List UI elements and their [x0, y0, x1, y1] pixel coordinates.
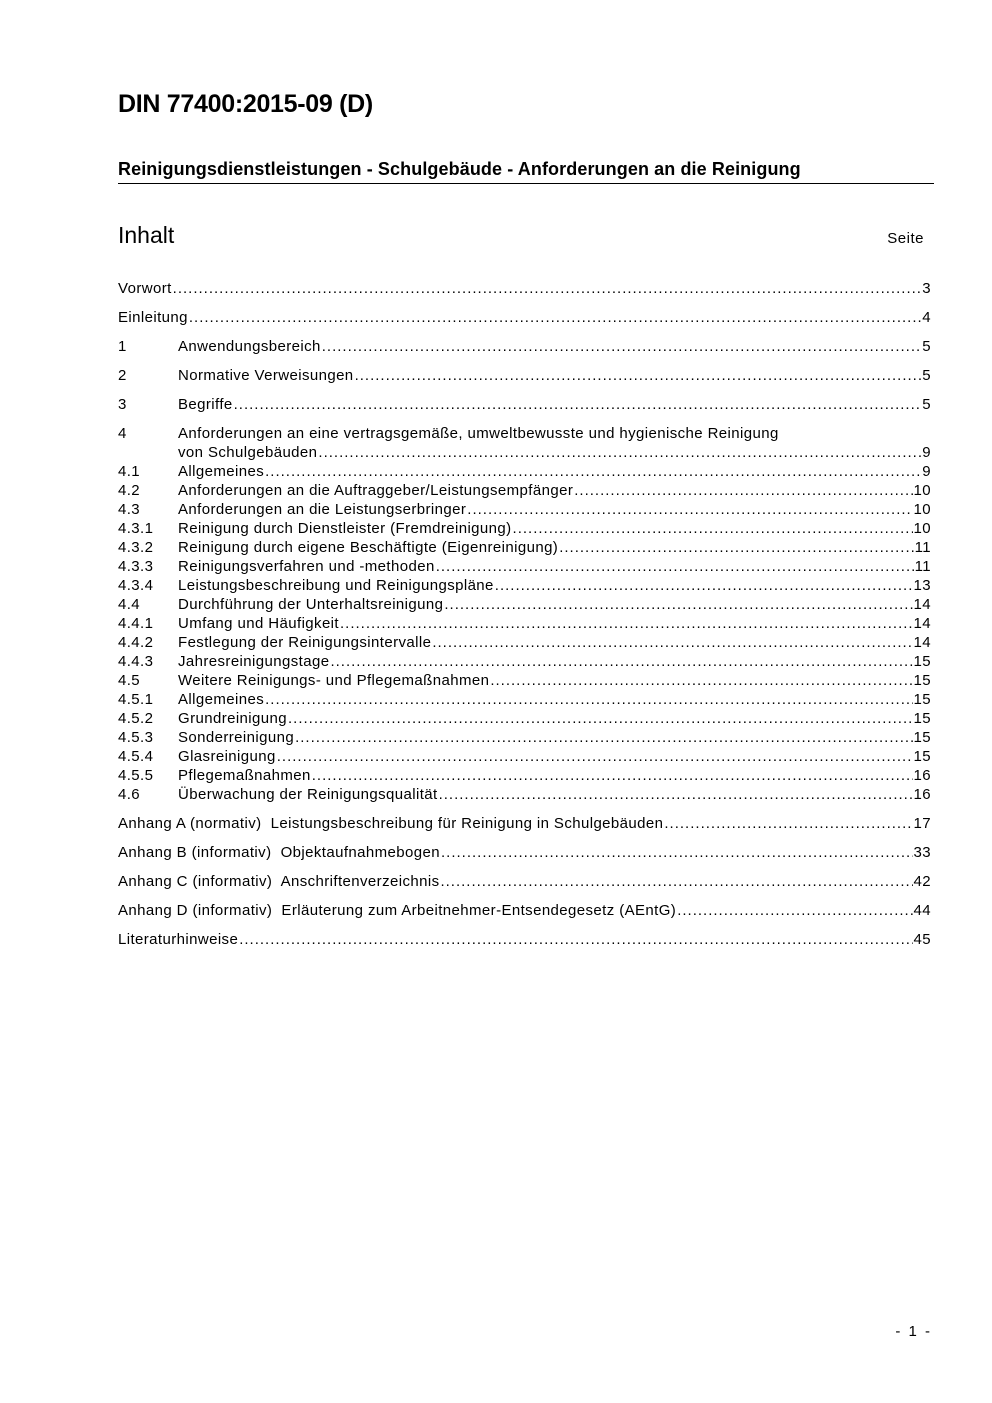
toc-entry-number: 4.2 [118, 482, 141, 499]
toc-entry-number: 4.3.4 [118, 577, 154, 594]
toc-entry[interactable] [118, 595, 931, 614]
toc-entry-title: Sonderreinigung [178, 729, 295, 746]
toc-entry-number: 4.5.3 [118, 729, 154, 746]
toc-entry-page: 15 [913, 729, 931, 746]
toc-leader-dots [436, 557, 914, 576]
toc-entry-title-continued: von Schulgebäuden [178, 444, 318, 461]
toc-leader-dots [265, 690, 912, 709]
toc-entry[interactable] [118, 901, 931, 920]
toc-entry[interactable] [118, 576, 931, 595]
toc-entry-number: 4.3.1 [118, 520, 154, 537]
toc-entry-number: 4.3.3 [118, 558, 154, 575]
toc-entry-title: Literaturhinweise [118, 931, 239, 948]
table-of-contents [118, 279, 931, 949]
toc-entry-number: 4.4.3 [118, 653, 154, 670]
toc-entry-title: Normative Verweisungen [178, 367, 354, 384]
toc-leader-dots [444, 595, 912, 614]
toc-leader-dots [664, 814, 912, 833]
toc-leader-dots [189, 308, 921, 327]
toc-entry-page: 14 [913, 615, 931, 632]
toc-entry[interactable] [118, 671, 931, 690]
toc-entry-title: Vorwort [118, 280, 172, 297]
toc-entry-title: Reinigungsverfahren und -methoden [178, 558, 435, 575]
toc-entry-page: 16 [913, 786, 931, 803]
toc-entry-page: 10 [913, 501, 931, 518]
toc-entry[interactable] [118, 500, 931, 519]
toc-leader-dots [559, 538, 913, 557]
toc-entry-number: 4 [118, 425, 127, 442]
toc-leader-dots [173, 279, 922, 298]
toc-entry-number: 4.4.1 [118, 615, 154, 632]
toc-entry-number: 4.5.1 [118, 691, 154, 708]
toc-entry[interactable] [118, 395, 931, 414]
toc-entry-page: 45 [913, 931, 931, 948]
toc-leader-dots [288, 709, 912, 728]
toc-entry-page: 3 [922, 280, 931, 297]
toc-entry-number: 4.5 [118, 672, 141, 689]
toc-entry-number: 4.5.5 [118, 767, 154, 784]
toc-entry[interactable] [118, 279, 931, 298]
toc-entry-title: Anwendungsbereich [178, 338, 321, 355]
toc-entry-page: 16 [913, 767, 931, 784]
toc-entry[interactable] [118, 785, 931, 804]
toc-entry-title: Allgemeines [178, 691, 265, 708]
toc-entry-page: 5 [922, 338, 931, 355]
toc-leader-dots [355, 366, 922, 385]
toc-entry-number: 4.6 [118, 786, 141, 803]
toc-entry[interactable] [118, 424, 931, 462]
toc-entry-page: 14 [913, 634, 931, 651]
toc-entry[interactable] [118, 766, 931, 785]
toc-leader-dots [330, 652, 912, 671]
toc-entry-title: Anhang C (informativ) Anschriftenverzeichnis [118, 873, 440, 890]
toc-leader-dots [490, 671, 912, 690]
toc-entry-title: Pflegemaßnahmen [178, 767, 311, 784]
toc-entry[interactable] [118, 709, 931, 728]
toc-leader-dots [467, 500, 912, 519]
toc-entry-title: Umfang und Häufigkeit [178, 615, 339, 632]
toc-leader-dots [295, 728, 912, 747]
toc-entry-page: 10 [913, 520, 931, 537]
toc-leader-dots [340, 614, 913, 633]
toc-entry-title: Anhang A (normativ) Leistungsbeschreibung für Reinigung in Schulgebäuden [118, 815, 664, 832]
toc-entry-title: Überwachung der Reinigungsqualität [178, 786, 438, 803]
toc-leader-dots [312, 766, 913, 785]
toc-entry[interactable] [118, 930, 931, 949]
toc-entry-page: 15 [913, 710, 931, 727]
toc-entry[interactable] [118, 690, 931, 709]
toc-leader-dots [265, 462, 921, 481]
toc-entry-number: 4.4.2 [118, 634, 154, 651]
toc-leader-dots [239, 930, 912, 949]
toc-leader-dots [513, 519, 913, 538]
toc-entry[interactable] [118, 462, 931, 481]
toc-entry-number: 4.4 [118, 596, 141, 613]
toc-entry-page: 9 [922, 463, 931, 480]
toc-entry[interactable] [118, 519, 931, 538]
toc-entry-page: 5 [922, 367, 931, 384]
toc-leader-dots [439, 785, 913, 804]
toc-entry-page: 11 [914, 539, 931, 556]
toc-entry-number: 4.5.4 [118, 748, 154, 765]
toc-entry-page: 15 [913, 748, 931, 765]
toc-entry[interactable] [118, 366, 931, 385]
toc-entry-page: 10 [913, 482, 931, 499]
toc-entry[interactable] [118, 633, 931, 652]
toc-entry-page: 17 [913, 815, 931, 832]
toc-leader-dots [574, 481, 912, 500]
toc-entry-title: Anforderungen an eine vertragsgemäße, umweltbewusste und hygienische Reinigung [178, 425, 779, 442]
toc-entry-number: 2 [118, 367, 127, 384]
toc-entry[interactable] [118, 614, 931, 633]
toc-entry-title: Reinigung durch eigene Beschäftigte (Eigenreinigung) [178, 539, 559, 556]
page-number: - 1 - [895, 1323, 932, 1340]
toc-leader-dots [322, 337, 922, 356]
toc-entry-page: 44 [913, 902, 931, 919]
toc-entry[interactable] [118, 872, 931, 891]
toc-entry-title: Weitere Reinigungs- und Pflegemaßnahmen [178, 672, 490, 689]
toc-entry-page: 14 [913, 596, 931, 613]
toc-entry-page: 42 [913, 873, 931, 890]
toc-entry-title: Festlegung der Reinigungsintervalle [178, 634, 432, 651]
toc-entry-page: 15 [913, 672, 931, 689]
toc-entry-page: 9 [922, 444, 931, 461]
toc-entry-number: 4.3.2 [118, 539, 154, 556]
toc-entry[interactable] [118, 747, 931, 766]
toc-leader-dots [441, 843, 913, 862]
toc-entry[interactable] [118, 843, 931, 862]
toc-entry-number: 4.1 [118, 463, 141, 480]
toc-leader-dots [495, 576, 913, 595]
toc-entry-title: Einleitung [118, 309, 188, 326]
toc-entry-title: Durchführung der Unterhaltsreinigung [178, 596, 444, 613]
toc-entry-title: Grundreinigung [178, 710, 288, 727]
toc-entry-page: 15 [913, 653, 931, 670]
toc-entry-title: Leistungsbeschreibung und Reinigungspläne [178, 577, 494, 594]
toc-entry-title: Anforderungen an die Auftraggeber/Leistungsempfänger [178, 482, 574, 499]
toc-leader-dots [318, 443, 921, 462]
toc-entry-number: 4.3 [118, 501, 141, 518]
toc-entry[interactable] [118, 337, 931, 356]
toc-leader-dots [234, 395, 922, 414]
toc-entry[interactable] [118, 481, 931, 500]
toc-leader-dots [677, 901, 912, 920]
toc-entry-title: Glasreinigung [178, 748, 276, 765]
toc-entry-page: 15 [913, 691, 931, 708]
toc-entry-title: Anforderungen an die Leistungserbringer [178, 501, 467, 518]
document-subtitle: Reinigungsdienstleistungen - Schulgebäude - Anforderungen an die Reinigung [118, 159, 934, 184]
toc-entry-number: 1 [118, 338, 127, 355]
toc-entry[interactable] [118, 308, 931, 327]
toc-entry-page: 13 [913, 577, 931, 594]
toc-leader-dots [440, 872, 912, 891]
toc-entry-title: Anhang B (informativ) Objektaufnahmebogen [118, 844, 440, 861]
toc-leader-dots [432, 633, 912, 652]
toc-entry-page: 4 [922, 309, 931, 326]
document-id: DIN 77400:2015-09 (D) [118, 90, 373, 118]
toc-leader-dots [277, 747, 913, 766]
toc-entry[interactable] [118, 557, 931, 576]
toc-entry-title: Anhang D (informativ) Erläuterung zum Arbeitnehmer-Entsendegesetz (AEntG) [118, 902, 677, 919]
toc-entry-page: 5 [922, 396, 931, 413]
toc-entry[interactable] [118, 728, 931, 747]
page-column-label: Seite [887, 230, 924, 247]
toc-entry[interactable] [118, 814, 931, 833]
toc-entry-title: Allgemeines [178, 463, 265, 480]
toc-entry[interactable] [118, 538, 931, 557]
toc-entry-page: 11 [914, 558, 931, 575]
toc-heading: Inhalt [118, 222, 175, 248]
toc-entry-number: 4.5.2 [118, 710, 154, 727]
toc-entry[interactable] [118, 652, 931, 671]
toc-entry-title: Jahresreinigungstage [178, 653, 330, 670]
toc-entry-page: 33 [913, 844, 931, 861]
toc-entry-number: 3 [118, 396, 127, 413]
toc-entry-title: Begriffe [178, 396, 233, 413]
toc-entry-title: Reinigung durch Dienstleister (Fremdreinigung) [178, 520, 512, 537]
